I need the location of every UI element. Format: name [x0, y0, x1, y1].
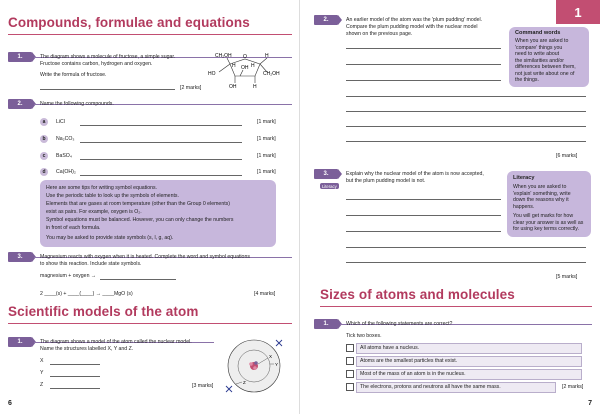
box-line: not just write about one of	[515, 70, 575, 77]
marks-a: [1 mark]	[257, 119, 276, 125]
option-checkbox-1[interactable]	[346, 344, 354, 352]
marks-d: [1 mark]	[257, 169, 276, 175]
compound-b: Na₂CO₃	[56, 136, 75, 142]
tip-line: Use the periodic table to look up the symbols of elements.	[46, 193, 179, 199]
label-oh-bottom: OH	[229, 84, 237, 90]
label-y: Y	[40, 370, 44, 376]
answer-line[interactable]	[80, 175, 242, 176]
option-checkbox-3[interactable]	[346, 370, 354, 378]
question-number: 2.	[8, 99, 32, 109]
atom-label-x: X	[269, 354, 273, 359]
answer-line[interactable]	[346, 231, 501, 232]
answer-line[interactable]	[346, 80, 501, 81]
box-line: down the reasons why it	[513, 197, 569, 203]
box-line: 'explain' something, write	[513, 190, 571, 197]
box-line: the similarities and/or	[515, 57, 565, 64]
q3-marks: [4 marks]	[254, 291, 276, 297]
tip-line: in front of each formula.	[46, 225, 101, 231]
marks-b: [1 mark]	[257, 136, 276, 142]
fructose-molecule-diagram	[205, 50, 295, 90]
q3-text-2: to show this reaction. Include state symbols.	[40, 261, 142, 267]
q3-text-1: Magnesium reacts with oxygen when it is heated. Complete the word and symbol equations	[40, 254, 250, 260]
answer-line[interactable]	[346, 141, 586, 142]
box-line: for using key terms correctly.	[513, 226, 579, 232]
r-q3-marks: [5 marks]	[556, 274, 578, 280]
question-number: 3.	[314, 169, 338, 179]
r-q3-text-1: Explain why the nuclear model of the atom is now accepted,	[346, 171, 484, 177]
q1-text-1: The diagram shows a molecule of fructose, a simple sugar.	[40, 54, 176, 60]
item-letter-a: a	[40, 118, 48, 126]
section-title: Sizes of atoms and molecules	[320, 287, 515, 302]
option-text-3: Most of the mass of an atom is in the nucleus.	[360, 371, 466, 377]
box-line: When you are asked to	[515, 38, 569, 44]
q4-text-2: Name the structures labelled X, Y and Z.	[40, 346, 134, 352]
q1-text-2: Fructose contains carbon, hydrogen and oxygen.	[40, 61, 153, 67]
section-rule	[8, 323, 292, 324]
question-number: 1.	[314, 319, 338, 329]
tip-line: Elements that are gases at room temperature (other than the Group 0 elements)	[46, 201, 230, 207]
label-ho: HO	[208, 71, 216, 77]
compound-d: Ca(OH)₂	[56, 169, 76, 175]
word-equation: magnesium + oxygen →	[40, 273, 97, 279]
item-letter-c: c	[40, 152, 48, 160]
r-q2-text-2: Compare the plum pudding model with the nuclear model	[346, 24, 478, 30]
box-line: 'compare' things you	[515, 44, 563, 51]
answer-line[interactable]	[80, 159, 242, 160]
label-x: X	[40, 358, 44, 364]
option-text-4: The electrons, protons and neutrons all have the same mass.	[360, 384, 501, 390]
option-text-2: Atoms are the smallest particles that exist.	[360, 358, 458, 364]
answer-line[interactable]	[100, 279, 176, 280]
label-o: O	[243, 54, 247, 60]
tips-box	[40, 180, 276, 247]
answer-line[interactable]	[346, 48, 501, 49]
item-letter-d: d	[40, 168, 48, 176]
section-title: Compounds, formulae and equations	[8, 15, 250, 30]
r-q2-marks: [6 marks]	[556, 153, 578, 159]
q2-prompt: Name the following compounds.	[40, 101, 114, 107]
question-number: 2.	[314, 15, 338, 25]
section-rule	[8, 34, 292, 35]
answer-line[interactable]	[346, 64, 501, 65]
answer-line[interactable]	[346, 111, 586, 112]
symbol-equation: 2 ____(s) + ____(____) → ____MgO (s)	[40, 291, 133, 297]
answer-line[interactable]	[40, 89, 175, 90]
r-q2-text-1: An earlier model of the atom was the 'plum pudding' model.	[346, 17, 483, 23]
label-oh-mid: OH	[241, 65, 249, 71]
box-line: the things.	[515, 77, 539, 83]
box-line: need to write about	[515, 51, 560, 57]
r-q2-text-3: shown on the previous page.	[346, 31, 413, 37]
option-checkbox-2[interactable]	[346, 357, 354, 365]
option-checkbox-4[interactable]	[346, 383, 354, 391]
q4-marks: [3 marks]	[192, 383, 214, 389]
box-line: happens.	[513, 203, 535, 210]
answer-line[interactable]	[50, 388, 100, 389]
q4-text-1: The diagram shows a model of the atom called the nuclear model.	[40, 339, 192, 345]
q1-prompt: Write the formula of fructose.	[40, 72, 107, 78]
right-page	[300, 0, 600, 414]
section-rule	[320, 306, 592, 307]
answer-line[interactable]	[346, 96, 586, 97]
answer-line[interactable]	[50, 364, 100, 365]
tip-line: Here are some tips for writing symbol equations.	[46, 185, 158, 191]
box-title: Command words	[515, 30, 561, 36]
label-z: Z	[40, 382, 44, 388]
tip-line: Symbol equations must be balanced. However, you can only change the numbers	[46, 217, 234, 223]
marks-c: [1 mark]	[257, 153, 276, 159]
label-h4: H	[253, 84, 257, 90]
command-words-box	[509, 27, 589, 87]
question-number: 3.	[8, 252, 32, 262]
label-ch2oh-top: CH₂OH	[215, 53, 232, 59]
page-number: 6	[8, 399, 12, 407]
question-number: 1.	[8, 52, 32, 62]
compound-a: LiCl	[56, 119, 65, 125]
question-number: 1.	[8, 337, 32, 347]
answer-line[interactable]	[346, 199, 501, 200]
r-q4-marks: [2 marks]	[562, 384, 584, 390]
label-ch2oh-right: CH₂OH	[263, 71, 280, 77]
label-h1: H	[232, 63, 236, 69]
label-h2: H	[265, 53, 269, 59]
box-line: You will get marks for how	[513, 213, 574, 219]
compound-c: BaSO₄	[56, 153, 72, 159]
answer-line[interactable]	[346, 247, 586, 248]
answer-line[interactable]	[346, 126, 586, 127]
r-q3-text-2: but the plum pudding model is not.	[346, 178, 426, 184]
tip-line: You may be asked to provide state symbols (s, l, g, aq).	[46, 235, 174, 241]
atom-label-y: Y	[275, 362, 279, 367]
literacy-tag: Literacy	[322, 183, 337, 189]
tip-line: exist as pairs. For example, oxygen is O₂.	[46, 209, 142, 215]
box-title: Literacy	[513, 175, 535, 181]
answer-line[interactable]	[50, 376, 100, 377]
box-line: clear your answer is as well as	[513, 219, 584, 226]
answer-line[interactable]	[80, 142, 242, 143]
nuclear-atom-diagram	[222, 336, 292, 396]
chapter-badge: 1	[556, 0, 600, 24]
answer-line[interactable]	[80, 125, 242, 126]
box-line: When you are asked to	[513, 184, 567, 190]
answer-line[interactable]	[346, 262, 586, 263]
q1-marks: [2 marks]	[180, 85, 202, 91]
tick-instruction: Tick two boxes.	[346, 333, 382, 339]
section2-title: Scientific models of the atom	[8, 304, 199, 319]
r-q4-prompt: Which of the following statements are correct?	[346, 321, 453, 327]
item-letter-b: b	[40, 135, 48, 143]
box-line: differences between them,	[515, 64, 576, 70]
answer-line[interactable]	[346, 215, 501, 216]
literacy-box	[507, 171, 591, 237]
label-h3: H	[251, 63, 255, 69]
page-number: 7	[588, 399, 592, 407]
option-text-1: All atoms have a nucleus.	[360, 345, 420, 351]
atom-label-z: Z	[243, 380, 246, 385]
